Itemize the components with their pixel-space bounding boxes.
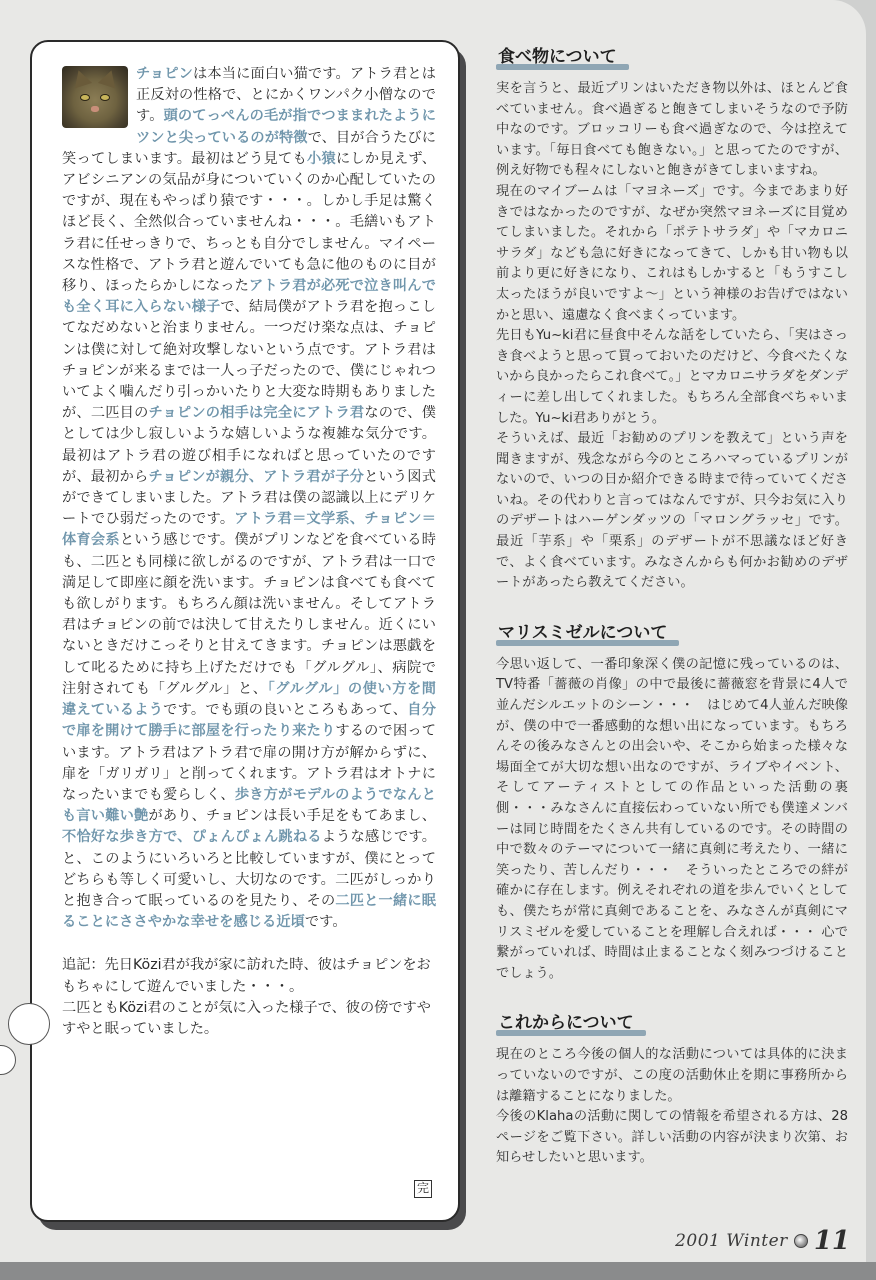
highlight-phrase: 頭のてっぺんの毛が指でつままれたようにツンと尖っているのが特徴 <box>136 108 436 146</box>
page-footer <box>675 1226 850 1256</box>
paragraph: 今思い返して、一番印象深く僕の記憶に残っているのは、TV特番「薔薇の肖像」の中で最後に薔薇窓を背景に4人で並んだシルエットのシーン・・・ はじめて4人並んだ映像が、僕の中で一番感動的な想い出になっています。もちろんその後みなさんとの出会いや、そこから始まった様々な場面全てが大切な想い出なのですが、ライブやイベント、そしてアーティストとしての作品といった活動の裏側・・・みなさんに直接伝わっていない所でも僕達メンバーは同じ時間をたくさん共有しているのです。その時間の中で数々のテーマについて一緒に真剣に考えたり、一緒に笑ったり、苦しんだり・・・ そういったところでの絆が確かに存在します。例えそれぞれの道を歩んでいくとしても、僕たちが常に真剣であることを、みなさんが真剣にマリスミゼルを愛していることを理解し合えれば・・・ 心で繋がっていれば、時間は止まることなく刻みつづけることでしょう。 <box>496 656 848 981</box>
story-text-run: です。でも頭の良いところもあって、 <box>163 702 408 719</box>
postscript-line: 二匹ともKözi君のことが気に入った様子で、彼の傍ですやすやと眠っていました。 <box>62 999 431 1037</box>
bottom-edge <box>0 1262 876 1280</box>
highlight-phrase: 自分で扉を開けて勝手に部屋を行ったり来たり <box>62 702 437 740</box>
story-text-run: で、目が合うたびに笑ってしまいます。最初はどう見ても <box>62 129 436 167</box>
story-text-run: です。 <box>304 914 347 931</box>
story-text-run: にしか見えず、アビシニアンの気品が身についていくのか心配していたのですが、現在もやっぱり猿です・・・。しかし手足は驚くほど長く、全然似合っていませんね・・・。毛繕いもアトラ君に任せっきりで、ちっとも自分でしません。マイペースな性格で、アトラ君と遊んでいても急に他のものに目が移り、ほったらかしになった <box>62 150 436 295</box>
highlight-phrase: 小猿 <box>307 150 336 167</box>
highlight-phrase: 二匹と一緒に眠ることにささやかな幸せを感じる近頃 <box>62 892 437 931</box>
story-text-run: という感じです。僕がプリンなどを食べている時も、二匹とも同様に欲しがるのですが、アトラ君は一口で満足して即座に顔を洗います。チョピンは食べても食べても欲しがります。もちろん顔は洗いません。そしてアトラ君はチョピンの前では決して甘えたりしません。近くにいないときだけこっそりと甘えてきます。チョピンは悪戯をして叱るために持ち上げただけでも「グルグル」、病院で注射されても「グルグル」と、 <box>62 532 436 697</box>
paragraph: 現在のマイブームは「マヨネーズ」です。今まであまり好きではなかったのですが、なぜか突然マヨネーズに目覚めてしまいました。それから「ポテトサラダ」や「マカロニサラダ」なども急に好きになってきて、しかも甘い物も以前より更に好きになり、これはもしかすると「もうすこし太ったほうが良いですよ〜」という神様のお告げではないかと思い、遠慮なく食べまくっています。 <box>496 183 848 323</box>
page-number: 11 <box>813 1226 850 1256</box>
highlight-phrase: アトラ君が必死で泣き叫んでも全く耳に入らない様子 <box>62 278 436 316</box>
section-body <box>496 655 848 985</box>
highlight-phrase: チョピン <box>136 66 194 82</box>
postscript-line: 追記：先日Közi君が我が家に訪れた時、彼はチョピンをおもちゃにして遊んでいました・・・。 <box>62 957 431 995</box>
highlight-phrase: 「グルグル」の使い方を間違えているよう <box>62 680 437 719</box>
section-food <box>496 40 848 594</box>
story-text-run: という図式ができてしまいました。アトラ君は僕の認識以上にデリケートでひ弱だったのです。 <box>62 468 436 528</box>
highlight-phrase: 歩き方がモデルのようでなんとも言い難い艶 <box>62 786 436 825</box>
section-future <box>496 1006 848 1169</box>
story-text-run: で、結局僕がアトラ君を抱っこしてなだめないと治まりません。一つだけ楽な点は、チョピンは僕に対して絶対攻撃しないという点です。アトラ君はチョピンが来るまでは一人っ子だったので、僕にじゃれついてよく噛んだり引っかいたりと大変な時期もありましたが、二匹目の <box>62 299 437 422</box>
end-mark: 完 <box>414 1180 432 1198</box>
section-malice <box>496 616 848 985</box>
section-body <box>496 79 848 594</box>
story-text-run: は本当に面白い猫です。アトラ君とは正反対の性格で、とにかくワンパク小僧なのです。 <box>136 66 436 125</box>
paragraph: 実を言うと、最近プリンはいただき物以外は、ほとんど食べていません。食べ過ぎると飽きてしまいそうなので予防中なのです。ブロッコリーも食べ過ぎなので、今は控えています。「毎日食べても飽きない。」と思ってたのですが、例え好物でも程々にしないと飽きがきてしまいますね。 <box>496 81 848 179</box>
paragraph: 現在のところ今後の個人的な活動については具体的に決まっていないのですが、この度の活動休止を期に事務所からは離籍することになりました。 <box>496 1047 848 1104</box>
cat-story-panel <box>30 40 460 1222</box>
paragraph: 先日もYu~ki君に昼食中そんな話をしていたら、「実はさっき食べようと思って買っておいたのだけど、今食べたくないから良かったらこれ食べて。」とマカロニサラダをダンディーに差し出してくれました。もちろん全部食べちゃいました。Yu~ki君ありがとう。 <box>496 328 848 426</box>
paragraph: 今後のKlahaの活動に関しての情報を希望される方は、28ページをご覧下さい。詳しい活動の内容が決まり次第、お知らせしたいと思います。 <box>496 1109 848 1166</box>
section-body <box>496 1045 848 1169</box>
highlight-phrase: チョピンが親分、アトラ君が子分 <box>148 468 365 485</box>
binder-hole <box>0 1045 16 1075</box>
section-title: 食べ物について <box>496 40 623 71</box>
highlight-phrase: 不恰好な歩き方で、ぴょんぴょん跳ねる <box>62 829 322 846</box>
story-text-run: するので困っています。アトラ君はアトラ君で扉の開け方が解からずに、扉を「ガリガリ」と削ってくれます。アトラ君はオトナになったいまでも愛らしく、 <box>62 723 437 803</box>
story-text-run: があり、チョピンは長い手足をもてあまし、 <box>148 808 436 825</box>
cat-photo <box>62 66 128 128</box>
right-column <box>496 40 848 1191</box>
section-title: これからについて <box>496 1006 640 1037</box>
cat-story-text <box>62 64 436 933</box>
story-text-run: ような感じです。と、このようにいろいろと比較していますが、僕にとってどちらも等しく可愛いし、大切なのです。二匹がしっかりと抱き合って眠っているのを見たり、その <box>62 829 436 909</box>
binder-hole <box>8 1003 50 1045</box>
paragraph: そういえば、最近「お勧めのプリンを教えて」という声を聞きますが、残念ながら今のところハマっているプリンがないので、いつの日か紹介できる時まで待っていてくださいね。その代わりと言ってはなんですが、只今お気に入りのデザートはハーゲンダッツの「マロングラッセ」です。最近「芋系」や「栗系」のデザートが不思議なほど好きで、よく食べています。みなさんからも何かお勧めのデザートがあったら教えてください。 <box>496 431 848 591</box>
highlight-phrase: アトラ君＝文学系、チョピン＝体育会系 <box>62 511 436 549</box>
bullet-dot-icon <box>794 1234 808 1248</box>
highlight-phrase: チョピンの相手は完全にアトラ君 <box>148 405 365 422</box>
story-text-run: なので、僕としては少し寂しいような嬉しいような複雑な気分です。最初はアトラ君の遊び相手になればと思っていたのですが、最初から <box>62 405 436 485</box>
postscript <box>62 955 436 1040</box>
section-title: マリスミゼルについて <box>496 616 673 647</box>
issue-season: 2001 Winter <box>675 1231 788 1251</box>
